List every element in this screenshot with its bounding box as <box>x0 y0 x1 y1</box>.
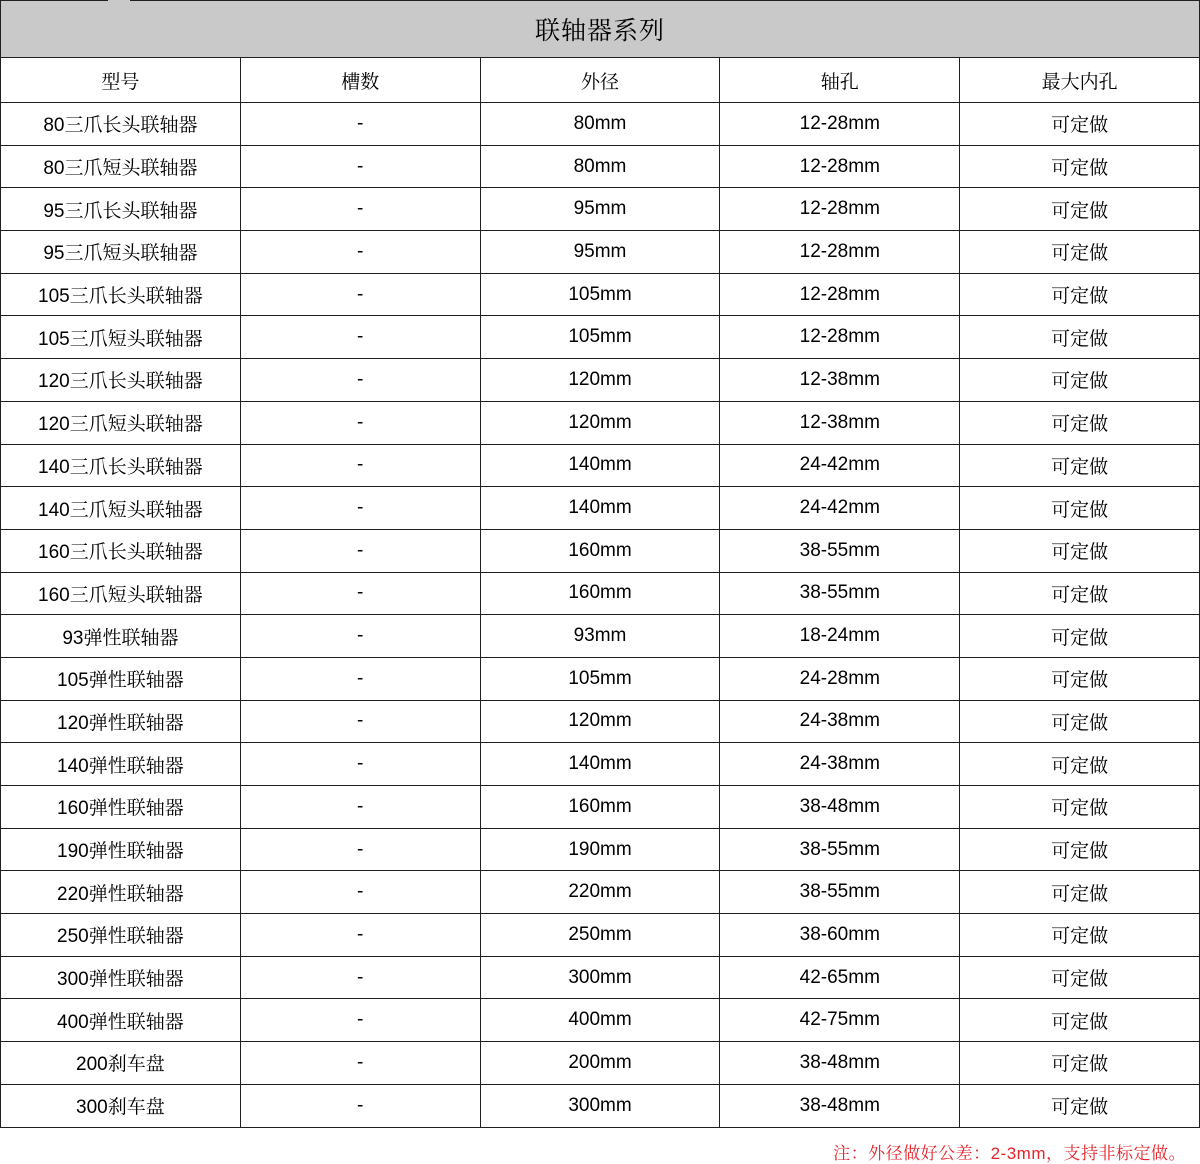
cell-max-bore: 可定做 <box>960 1042 1200 1085</box>
table-row <box>1 231 1200 274</box>
cell-shaft-bore: 12-28mm <box>720 103 960 146</box>
column-header-slots: 槽数 <box>240 58 480 103</box>
footnote-text: 注：外径做好公差：2-3mm，支持非标定做。 <box>833 1143 1186 1163</box>
cell-max-bore: 可定做 <box>960 316 1200 359</box>
cell-slots: - <box>240 999 480 1042</box>
cell-slots: - <box>240 1042 480 1085</box>
table-row <box>1 487 1200 530</box>
cell-slots: - <box>240 743 480 786</box>
cell-slots: - <box>240 359 480 402</box>
cell-model: 300刹车盘 <box>1 1084 241 1127</box>
cell-max-bore: 可定做 <box>960 529 1200 572</box>
cell-slots: - <box>240 786 480 829</box>
cell-max-bore: 可定做 <box>960 231 1200 274</box>
column-header-max-bore: 最大内孔 <box>960 58 1200 103</box>
table-row <box>1 700 1200 743</box>
cell-shaft-bore: 12-28mm <box>720 316 960 359</box>
cell-max-bore: 可定做 <box>960 700 1200 743</box>
cell-shaft-bore: 38-55mm <box>720 572 960 615</box>
cell-slots: - <box>240 145 480 188</box>
cell-shaft-bore: 42-65mm <box>720 956 960 999</box>
cell-model: 140三爪短头联轴器 <box>1 487 241 530</box>
table-row <box>1 828 1200 871</box>
cell-outer-diameter: 120mm <box>480 700 720 743</box>
cell-max-bore: 可定做 <box>960 615 1200 658</box>
cell-outer-diameter: 160mm <box>480 572 720 615</box>
cell-shaft-bore: 38-48mm <box>720 1042 960 1085</box>
cell-model: 140三爪长头联轴器 <box>1 444 241 487</box>
table-title: 联轴器系列 <box>1 1 1200 58</box>
cell-model: 190弹性联轴器 <box>1 828 241 871</box>
cell-model: 160三爪短头联轴器 <box>1 572 241 615</box>
cell-outer-diameter: 140mm <box>480 743 720 786</box>
cell-model: 400弹性联轴器 <box>1 999 241 1042</box>
cell-slots: - <box>240 828 480 871</box>
table-row <box>1 999 1200 1042</box>
table-row <box>1 359 1200 402</box>
cell-shaft-bore: 12-28mm <box>720 231 960 274</box>
cell-model: 93弹性联轴器 <box>1 615 241 658</box>
cell-shaft-bore: 38-55mm <box>720 871 960 914</box>
table-row <box>1 1042 1200 1085</box>
cell-max-bore: 可定做 <box>960 145 1200 188</box>
cell-slots: - <box>240 401 480 444</box>
cell-model: 105弹性联轴器 <box>1 657 241 700</box>
cell-slots: - <box>240 487 480 530</box>
cell-model: 300弹性联轴器 <box>1 956 241 999</box>
cell-shaft-bore: 24-42mm <box>720 487 960 530</box>
cell-slots: - <box>240 103 480 146</box>
cell-slots: - <box>240 529 480 572</box>
cell-max-bore: 可定做 <box>960 572 1200 615</box>
cell-outer-diameter: 400mm <box>480 999 720 1042</box>
table-title-row <box>1 1 1200 58</box>
cell-slots: - <box>240 572 480 615</box>
cell-outer-diameter: 80mm <box>480 103 720 146</box>
cell-slots: - <box>240 273 480 316</box>
cell-outer-diameter: 190mm <box>480 828 720 871</box>
table-row <box>1 401 1200 444</box>
cell-outer-diameter: 300mm <box>480 1084 720 1127</box>
decorative-corner-mark <box>108 0 130 8</box>
cell-max-bore: 可定做 <box>960 401 1200 444</box>
cell-outer-diameter: 140mm <box>480 444 720 487</box>
table-body <box>1 1 1200 1128</box>
table-row <box>1 914 1200 957</box>
table-row <box>1 529 1200 572</box>
cell-model: 120三爪短头联轴器 <box>1 401 241 444</box>
cell-max-bore: 可定做 <box>960 999 1200 1042</box>
cell-outer-diameter: 105mm <box>480 273 720 316</box>
cell-max-bore: 可定做 <box>960 743 1200 786</box>
cell-model: 80三爪长头联轴器 <box>1 103 241 146</box>
cell-model: 220弹性联轴器 <box>1 871 241 914</box>
cell-outer-diameter: 80mm <box>480 145 720 188</box>
cell-outer-diameter: 105mm <box>480 657 720 700</box>
cell-outer-diameter: 120mm <box>480 359 720 402</box>
cell-outer-diameter: 140mm <box>480 487 720 530</box>
cell-max-bore: 可定做 <box>960 273 1200 316</box>
cell-outer-diameter: 160mm <box>480 786 720 829</box>
cell-shaft-bore: 38-48mm <box>720 1084 960 1127</box>
cell-shaft-bore: 42-75mm <box>720 999 960 1042</box>
table-row <box>1 145 1200 188</box>
cell-shaft-bore: 38-48mm <box>720 786 960 829</box>
cell-outer-diameter: 160mm <box>480 529 720 572</box>
table-row <box>1 615 1200 658</box>
cell-model: 160弹性联轴器 <box>1 786 241 829</box>
cell-outer-diameter: 93mm <box>480 615 720 658</box>
cell-model: 160三爪长头联轴器 <box>1 529 241 572</box>
cell-shaft-bore: 24-38mm <box>720 700 960 743</box>
cell-model: 120三爪长头联轴器 <box>1 359 241 402</box>
cell-outer-diameter: 105mm <box>480 316 720 359</box>
cell-slots: - <box>240 956 480 999</box>
cell-model: 95三爪短头联轴器 <box>1 231 241 274</box>
cell-shaft-bore: 18-24mm <box>720 615 960 658</box>
cell-max-bore: 可定做 <box>960 359 1200 402</box>
cell-model: 120弹性联轴器 <box>1 700 241 743</box>
cell-max-bore: 可定做 <box>960 956 1200 999</box>
cell-shaft-bore: 12-28mm <box>720 273 960 316</box>
cell-shaft-bore: 24-42mm <box>720 444 960 487</box>
cell-shaft-bore: 12-38mm <box>720 359 960 402</box>
table-row <box>1 1084 1200 1127</box>
cell-outer-diameter: 200mm <box>480 1042 720 1085</box>
cell-model: 105三爪短头联轴器 <box>1 316 241 359</box>
table-row <box>1 316 1200 359</box>
cell-model: 250弹性联轴器 <box>1 914 241 957</box>
cell-slots: - <box>240 444 480 487</box>
cell-shaft-bore: 38-55mm <box>720 529 960 572</box>
column-header-model: 型号 <box>1 58 241 103</box>
cell-shaft-bore: 24-38mm <box>720 743 960 786</box>
cell-shaft-bore: 24-28mm <box>720 657 960 700</box>
cell-model: 80三爪短头联轴器 <box>1 145 241 188</box>
cell-shaft-bore: 38-55mm <box>720 828 960 871</box>
cell-slots: - <box>240 615 480 658</box>
cell-max-bore: 可定做 <box>960 444 1200 487</box>
cell-slots: - <box>240 657 480 700</box>
table-row <box>1 572 1200 615</box>
cell-model: 200刹车盘 <box>1 1042 241 1085</box>
cell-slots: - <box>240 188 480 231</box>
table-row <box>1 444 1200 487</box>
cell-max-bore: 可定做 <box>960 828 1200 871</box>
cell-outer-diameter: 220mm <box>480 871 720 914</box>
cell-slots: - <box>240 871 480 914</box>
cell-slots: - <box>240 914 480 957</box>
cell-outer-diameter: 120mm <box>480 401 720 444</box>
table-row <box>1 743 1200 786</box>
cell-outer-diameter: 250mm <box>480 914 720 957</box>
cell-slots: - <box>240 1084 480 1127</box>
cell-outer-diameter: 300mm <box>480 956 720 999</box>
cell-max-bore: 可定做 <box>960 914 1200 957</box>
cell-outer-diameter: 95mm <box>480 231 720 274</box>
column-header-outer-diameter: 外径 <box>480 58 720 103</box>
cell-outer-diameter: 95mm <box>480 188 720 231</box>
table-row <box>1 103 1200 146</box>
table-header-row <box>1 58 1200 103</box>
cell-model: 140弹性联轴器 <box>1 743 241 786</box>
cell-model: 105三爪长头联轴器 <box>1 273 241 316</box>
cell-max-bore: 可定做 <box>960 1084 1200 1127</box>
table-row <box>1 657 1200 700</box>
cell-max-bore: 可定做 <box>960 188 1200 231</box>
table-row <box>1 273 1200 316</box>
cell-slots: - <box>240 700 480 743</box>
cell-model: 95三爪长头联轴器 <box>1 188 241 231</box>
column-header-shaft-bore: 轴孔 <box>720 58 960 103</box>
cell-max-bore: 可定做 <box>960 871 1200 914</box>
cell-shaft-bore: 38-60mm <box>720 914 960 957</box>
cell-slots: - <box>240 231 480 274</box>
cell-max-bore: 可定做 <box>960 786 1200 829</box>
cell-max-bore: 可定做 <box>960 487 1200 530</box>
table-row <box>1 956 1200 999</box>
cell-shaft-bore: 12-28mm <box>720 188 960 231</box>
table-row <box>1 871 1200 914</box>
cell-shaft-bore: 12-38mm <box>720 401 960 444</box>
cell-max-bore: 可定做 <box>960 657 1200 700</box>
cell-slots: - <box>240 316 480 359</box>
table-row <box>1 786 1200 829</box>
cell-shaft-bore: 12-28mm <box>720 145 960 188</box>
cell-max-bore: 可定做 <box>960 103 1200 146</box>
table-row <box>1 188 1200 231</box>
